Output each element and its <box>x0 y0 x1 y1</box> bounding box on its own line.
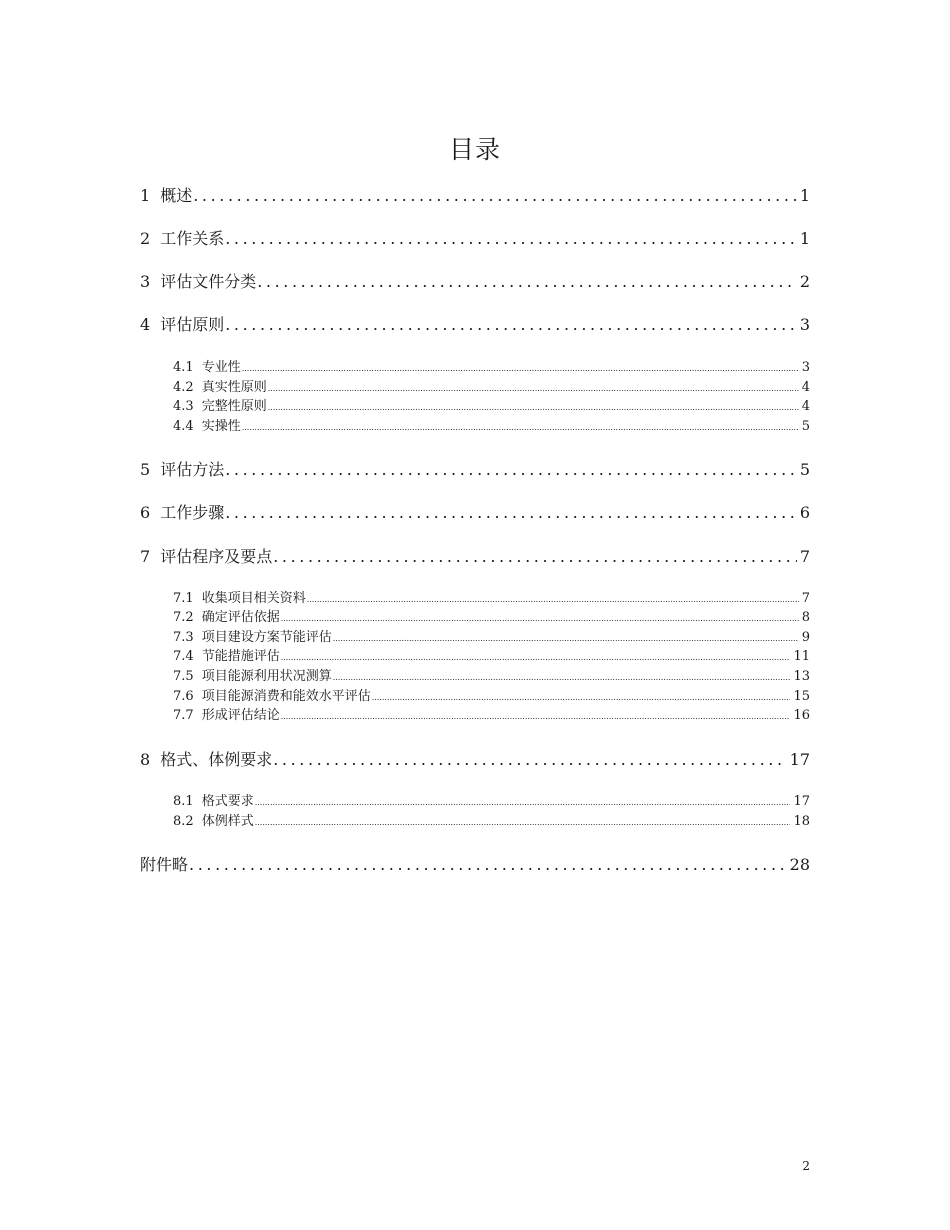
toc-entry-label: 格式要求 <box>201 794 254 809</box>
toc-subentry[interactable] <box>173 397 810 416</box>
toc-subentry[interactable] <box>173 812 810 831</box>
toc-dot-leader <box>225 459 797 481</box>
toc-dot-leader <box>281 609 799 628</box>
toc-entry-number: 7.3 <box>173 630 194 645</box>
toc-dot-leader <box>257 271 797 293</box>
toc-entry-label: 评估方法 <box>160 460 225 479</box>
toc-entry-page: 11 <box>793 649 810 664</box>
toc-entry-label: 真实性原则 <box>201 380 267 395</box>
toc-entry[interactable] <box>140 314 810 336</box>
toc-entry-number: 8.2 <box>173 814 194 829</box>
toc-dot-leader <box>268 398 799 417</box>
toc-entry-page: 3 <box>799 315 810 334</box>
toc-entry-number: 8 <box>140 750 151 769</box>
toc-entry-number: 4.4 <box>173 419 194 434</box>
toc-entry-label: 专业性 <box>201 360 241 375</box>
toc-subentry[interactable] <box>173 417 810 436</box>
toc-dot-leader <box>273 749 786 771</box>
toc-entry-label: 评估程序及要点 <box>160 547 273 566</box>
toc-dot-leader <box>307 590 799 609</box>
toc-subentry[interactable] <box>173 706 810 725</box>
toc-entry-label: 项目能源利用状况测算 <box>201 669 332 684</box>
toc-entry[interactable] <box>140 271 810 293</box>
toc-entry-number: 4.1 <box>173 360 194 375</box>
toc-entry-page: 5 <box>801 419 810 434</box>
toc-entry[interactable] <box>140 228 810 250</box>
toc-subentry[interactable] <box>173 378 810 397</box>
page-number: 2 <box>802 1159 810 1173</box>
toc-subentry[interactable] <box>173 589 810 608</box>
toc-entry-number: 2 <box>140 229 151 248</box>
toc-entry-page: 9 <box>801 630 810 645</box>
toc-entry-label: 工作步骤 <box>160 503 225 522</box>
toc-entry-number: 5 <box>140 460 151 479</box>
toc-dot-leader <box>225 502 797 524</box>
toc-dot-leader <box>268 379 799 398</box>
toc-dot-leader <box>281 707 791 726</box>
toc-entry-number: 7 <box>140 547 151 566</box>
toc-entry-page: 17 <box>789 750 810 769</box>
toc-entry-page: 1 <box>799 186 810 205</box>
toc-subentry[interactable] <box>173 647 810 666</box>
toc-entry-number: 3 <box>140 272 151 291</box>
toc-subentry[interactable] <box>173 608 810 627</box>
toc-dot-leader <box>242 418 799 437</box>
toc-dot-leader <box>333 668 791 687</box>
toc-entry-number: 1 <box>140 186 151 205</box>
toc-entry-number: 7.2 <box>173 610 194 625</box>
toc-entry-page: 16 <box>793 708 810 723</box>
toc-entry-label: 评估文件分类 <box>160 272 257 291</box>
toc-dot-leader <box>193 185 797 207</box>
toc-entry-number: 4.2 <box>173 380 194 395</box>
toc-entry-label: 概述 <box>160 186 193 205</box>
toc-dot-leader <box>242 359 799 378</box>
toc-dot-leader <box>225 314 797 336</box>
toc-entry-number: 7.7 <box>173 708 194 723</box>
toc-entry-page: 7 <box>799 547 810 566</box>
toc-subentry[interactable] <box>173 687 810 706</box>
toc-dot-leader <box>273 546 797 568</box>
toc-entry-page: 17 <box>793 794 810 809</box>
toc-title: 目录 <box>448 135 501 164</box>
toc-entry[interactable] <box>140 185 810 207</box>
toc-dot-leader <box>255 793 791 812</box>
toc-entry[interactable] <box>140 854 810 876</box>
toc-entry-label: 确定评估依据 <box>201 610 280 625</box>
toc-entry-number: 6 <box>140 503 151 522</box>
toc-entry-label: 工作关系 <box>160 229 225 248</box>
toc-entry-page: 8 <box>801 610 810 625</box>
toc-entry-label: 形成评估结论 <box>201 708 280 723</box>
toc-entry-page: 2 <box>799 272 810 291</box>
toc-dot-leader <box>255 813 791 832</box>
toc-entry-label: 实操性 <box>201 419 241 434</box>
toc-subentry[interactable] <box>173 667 810 686</box>
toc-subentry[interactable] <box>173 628 810 647</box>
toc-entry[interactable] <box>140 459 810 481</box>
toc-entry-number: 7.1 <box>173 591 194 606</box>
toc-subentry[interactable] <box>173 792 810 811</box>
toc-entry-page: 5 <box>799 460 810 479</box>
toc-entry-page: 3 <box>801 360 810 375</box>
toc-dot-leader <box>372 688 791 707</box>
toc-entry-page: 18 <box>793 814 810 829</box>
toc-entry-number: 7.4 <box>173 649 194 664</box>
toc-entry-page: 1 <box>799 229 810 248</box>
toc-entry-label: 附件略 <box>140 855 189 874</box>
toc-entry-page: 6 <box>799 503 810 522</box>
toc-entry-page: 4 <box>801 399 810 414</box>
toc-entry[interactable] <box>140 546 810 568</box>
toc-entry-page: 4 <box>801 380 810 395</box>
toc-entry-label: 评估原则 <box>160 315 225 334</box>
toc-entry-label: 体例样式 <box>201 814 254 829</box>
toc-entry[interactable] <box>140 749 810 771</box>
toc-entry-page: 13 <box>793 669 810 684</box>
toc-dot-leader <box>333 629 799 648</box>
toc-dot-leader <box>281 648 791 667</box>
toc-entry-number: 7.5 <box>173 669 194 684</box>
toc-entry-page: 28 <box>789 855 810 874</box>
toc-subentry[interactable] <box>173 358 810 377</box>
toc-entry-page: 15 <box>793 689 810 704</box>
toc-entry-label: 项目能源消费和能效水平评估 <box>201 689 371 704</box>
toc-dot-leader <box>189 854 787 876</box>
toc-entry-label: 项目建设方案节能评估 <box>201 630 332 645</box>
toc-entry-number: 4.3 <box>173 399 194 414</box>
toc-entry-label: 节能措施评估 <box>201 649 280 664</box>
toc-entry-label: 完整性原则 <box>201 399 267 414</box>
toc-entry-page: 7 <box>801 591 810 606</box>
toc-entry-label: 格式、体例要求 <box>160 750 273 769</box>
toc-entry-label: 收集项目相关资料 <box>201 591 306 606</box>
toc-entry-number: 7.6 <box>173 689 194 704</box>
toc-entry-number: 8.1 <box>173 794 194 809</box>
toc-entry[interactable] <box>140 502 810 524</box>
toc-entry-number: 4 <box>140 315 151 334</box>
toc-dot-leader <box>225 228 797 250</box>
